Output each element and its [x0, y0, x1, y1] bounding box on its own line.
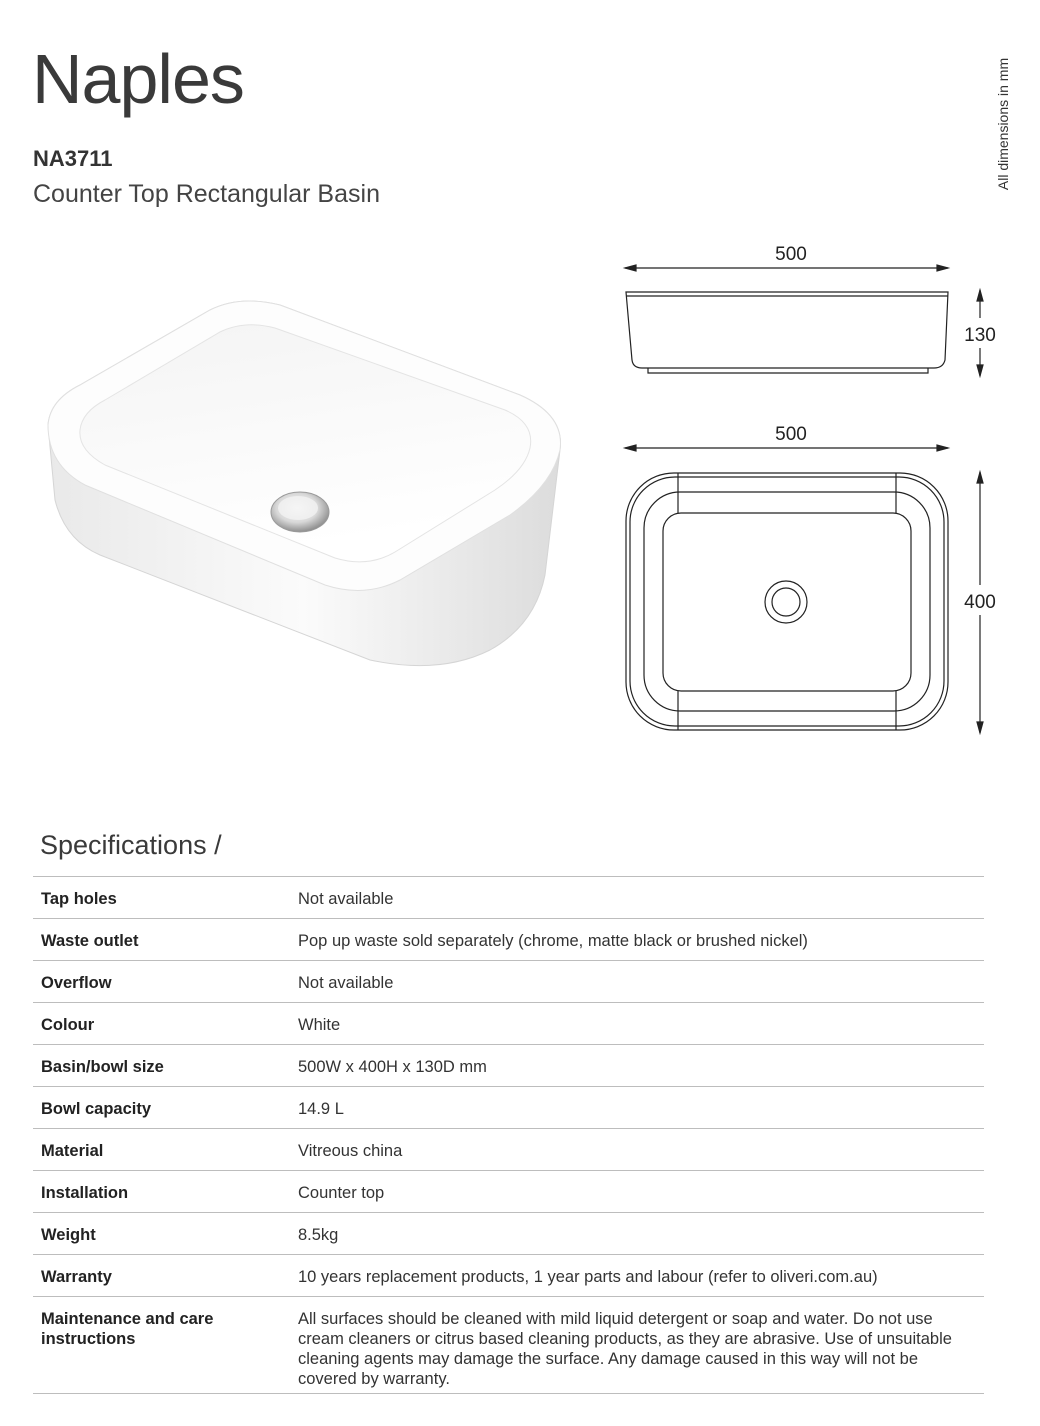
page-title: Naples — [32, 40, 244, 118]
table-row — [33, 1171, 984, 1213]
spec-value: Not available — [290, 961, 984, 1003]
spec-value: Counter top — [290, 1171, 984, 1213]
spec-label: Tap holes — [33, 877, 290, 919]
spec-label: Basin/bowl size — [33, 1045, 290, 1087]
specifications-table — [33, 876, 984, 1394]
spec-value: 500W x 400H x 130D mm — [290, 1045, 984, 1087]
spec-label: Bowl capacity — [33, 1087, 290, 1129]
table-row — [33, 1213, 984, 1255]
spec-label: Overflow — [33, 961, 290, 1003]
product-code: NA3711 — [33, 146, 113, 171]
basin-photo — [40, 290, 570, 680]
spec-value: Not available — [290, 877, 984, 919]
spec-label: Maintenance and care instructions — [33, 1297, 290, 1394]
spec-label: Waste outlet — [33, 919, 290, 961]
spec-value: All surfaces should be cleaned with mild liquid detergent or soap and water. Do not use cream cleaners or citrus based cleaning products, as they are abrasive. Use of unsuitable cleaning agents may damage the surface. Any damage caused in this way will not be covered by warranty. — [290, 1297, 984, 1394]
spec-label: Colour — [33, 1003, 290, 1045]
spec-label: Warranty — [33, 1255, 290, 1297]
top-width-label: 500 — [775, 424, 807, 445]
top-depth-label: 400 — [964, 592, 996, 613]
dimensions-note: All dimensions in mm — [995, 57, 1011, 191]
specifications-heading: Specifications / — [40, 830, 222, 860]
product-subtitle: Counter Top Rectangular Basin — [33, 180, 380, 208]
table-row — [33, 1045, 984, 1087]
table-row — [33, 877, 984, 919]
spec-label: Installation — [33, 1171, 290, 1213]
table-row — [33, 1255, 984, 1297]
spec-label: Material — [33, 1129, 290, 1171]
spec-label: Weight — [33, 1213, 290, 1255]
spec-value: White — [290, 1003, 984, 1045]
table-row — [33, 1087, 984, 1129]
spec-value: 10 years replacement products, 1 year parts and labour (refer to oliveri.com.au) — [290, 1255, 984, 1297]
table-row — [33, 1129, 984, 1171]
table-row — [33, 919, 984, 961]
side-height-label: 130 — [964, 325, 996, 346]
table-row — [33, 961, 984, 1003]
spec-value: Pop up waste sold separately (chrome, matte black or brushed nickel) — [290, 919, 984, 961]
technical-drawings — [600, 230, 1020, 750]
table-row — [33, 1297, 984, 1394]
side-width-label: 500 — [775, 244, 807, 265]
table-row — [33, 1003, 984, 1045]
spec-value: 8.5kg — [290, 1213, 984, 1255]
spec-value: Vitreous china — [290, 1129, 984, 1171]
spec-value: 14.9 L — [290, 1087, 984, 1129]
